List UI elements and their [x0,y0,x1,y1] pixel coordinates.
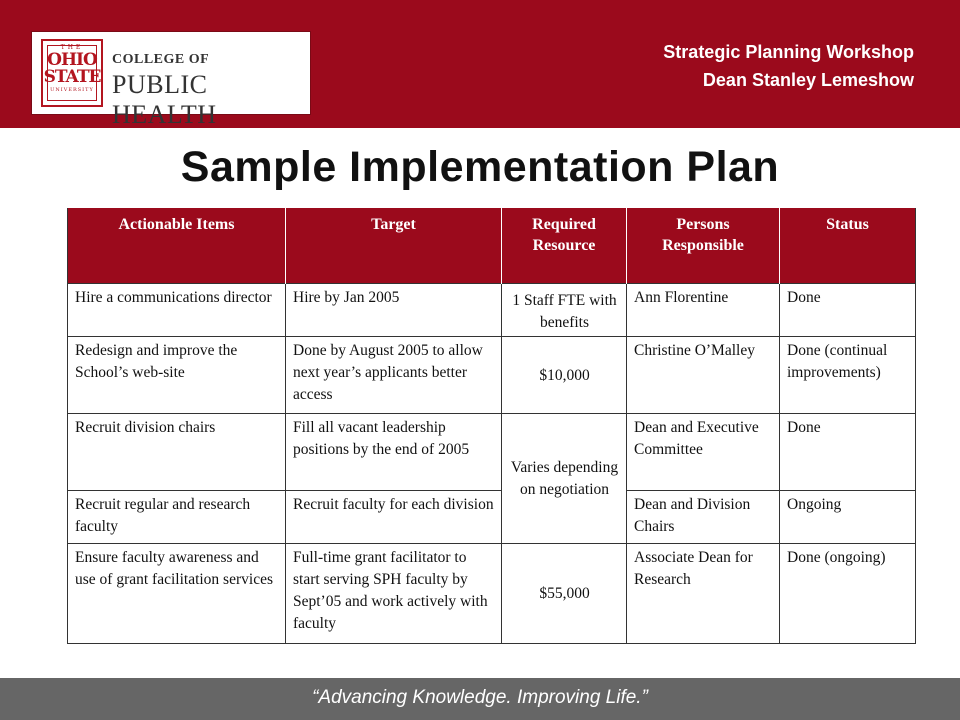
cell-item: Recruit regular and research faculty [68,491,286,544]
page-title: Sample Implementation Plan [180,143,780,191]
presenter-name: Dean Stanley Lemeshow [702,70,914,90]
implementation-plan-table [67,208,916,644]
footer-tagline: “Advancing Knowledge. Improving Life.” [312,687,648,708]
table-row [68,337,916,414]
cell-status: Done [780,284,916,337]
cell-status: Done [780,414,916,491]
cell-persons: Dean and Executive Committee [627,414,780,491]
workshop-title: Strategic Planning Workshop [663,42,914,62]
cell-item: Hire a communications director [68,284,286,337]
cell-item: Redesign and improve the School’s web-site [68,337,286,414]
college-logo [31,31,311,129]
cell-target: Done by August 2005 to allow next year’s applicants better access [286,337,502,414]
column-header-actionable-items: Actionable Items [68,208,286,284]
column-header-target: Target [286,208,502,284]
cell-persons: Ann Florentine [627,284,780,337]
cell-persons: Associate Dean for Research [627,544,780,644]
cell-persons: Dean and Division Chairs [627,491,780,544]
college-line2: PUBLIC HEALTH [112,70,217,129]
table-row [68,491,916,544]
cell-persons: Christine O’Malley [627,337,780,414]
table-header-row [68,208,916,284]
cell-item: Ensure faculty awareness and use of grant facilitation services [68,544,286,644]
seal-the: THE [60,44,84,51]
seal-ohio: OHIO [47,50,97,70]
college-line1: COLLEGE OF [112,52,210,67]
cell-target: Hire by Jan 2005 [286,284,502,337]
cell-target: Recruit faculty for each division [286,491,502,544]
seal-state: STATE [43,67,101,87]
university-seal-icon [41,39,103,107]
cell-item: Recruit division chairs [68,414,286,491]
cell-resource: Varies depending on negotiation [502,414,627,544]
column-header-required-resource: Required Resource [502,208,627,284]
cell-target: Fill all vacant leadership positions by the end of 2005 [286,414,502,491]
table-row [68,284,916,337]
cell-status: Ongoing [780,491,916,544]
header-band [0,0,960,128]
column-header-persons-responsible: Persons Responsible [627,208,780,284]
table-row [68,414,916,491]
seal-university: UNIVERSITY [50,87,94,93]
cell-status: Done (ongoing) [780,544,916,644]
cell-status: Done (continual improvements) [780,337,916,414]
cell-resource: 1 Staff FTE with benefits [502,284,627,337]
table-row [68,544,916,644]
cell-target: Full-time grant facilitator to start serving SPH faculty by Sept’05 and work actively with faculty [286,544,502,644]
cell-resource: $10,000 [502,337,627,414]
column-header-status: Status [780,208,916,284]
cell-resource: $55,000 [502,544,627,644]
